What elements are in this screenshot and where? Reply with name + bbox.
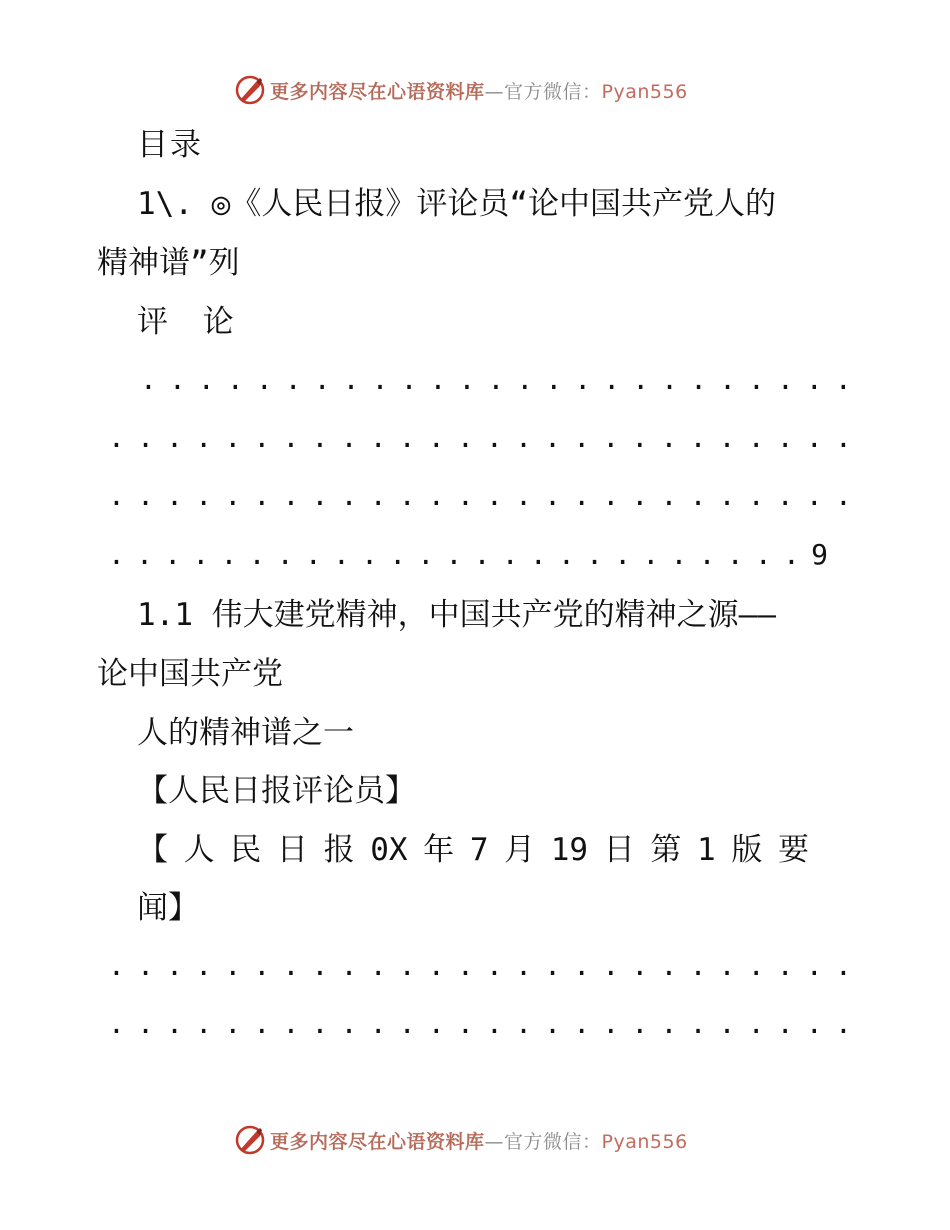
header-banner (234, 72, 688, 108)
banner-text (270, 1127, 688, 1154)
dot-leader-row: . . . . . . . . . . . . . . . . . . . . . . . . . . (108, 1007, 852, 1040)
date-part: 民 (230, 832, 262, 868)
banner-wechat-id: Pyan556 (601, 1130, 688, 1153)
date-part: 7 (469, 832, 489, 868)
banner-wechat-id: Pyan556 (601, 80, 688, 103)
date-part: 1 (697, 832, 716, 868)
banner-main: 更多内容尽在心语资料库 (270, 1130, 485, 1153)
dot-leader-row: . . . . . . . . . . . . . . . . . . . . . . . . . . (108, 949, 852, 982)
banner-tail: —官方微信： (484, 80, 602, 103)
date-part: 第 (650, 832, 682, 868)
pen-logo-icon (234, 1124, 266, 1156)
date-part: 年 (423, 832, 455, 868)
toc-item-1-1-line-6: 闻】 (137, 890, 199, 926)
toc-item-1-1-line-2: 论中国共产党 (97, 656, 283, 692)
date-part: 要 (777, 832, 809, 868)
dot-leader-row-with-page: . . . . . . . . . . . . . . . . . . . . . . . . . 9 (108, 535, 828, 575)
dot-leader-row: . . . . . . . . . . . . . . . . . . . . . . . . . (140, 363, 852, 396)
toc-item-1-line-1: 1\. ◎《人民日报》评论员“论中国共产党人的 (137, 186, 776, 222)
toc-item-1-page-number: 9 (811, 538, 828, 571)
date-part: 月 (504, 832, 536, 868)
banner-main: 更多内容尽在心语资料库 (270, 80, 485, 103)
toc-title: 目录 (137, 127, 203, 163)
dot-leader-row: . . . . . . . . . . . . . . . . . . . . . . . . . . (108, 421, 852, 454)
toc-item-1-line-3: 评 论 (137, 304, 242, 340)
date-part: 【 (137, 832, 168, 868)
toc-item-1-line-2: 精神谱”列 (97, 245, 240, 281)
toc-item-1-1-line-5 (137, 830, 809, 870)
toc-item-1-1-line-1: 1.1 伟大建党精神，中国共产党的精神之源—— (137, 597, 776, 633)
date-part: 0X (370, 832, 408, 868)
date-part: 人 (183, 832, 215, 868)
date-part: 日 (276, 832, 308, 868)
date-part: 报 (323, 832, 355, 868)
toc-item-1-1-line-3: 人的精神谱之一 (137, 715, 354, 751)
dot-leader-row: . . . . . . . . . . . . . . . . . . . . . . . . . . (108, 479, 852, 512)
date-part: 版 (731, 832, 763, 868)
banner-text (270, 77, 688, 104)
toc-item-1-1-line-4: 【人民日报评论员】 (137, 773, 416, 809)
banner-tail: —官方微信： (484, 1130, 602, 1153)
date-part: 19 (550, 832, 589, 868)
pen-logo-icon (234, 74, 266, 106)
footer-banner (234, 1122, 688, 1158)
date-part: 日 (603, 832, 635, 868)
